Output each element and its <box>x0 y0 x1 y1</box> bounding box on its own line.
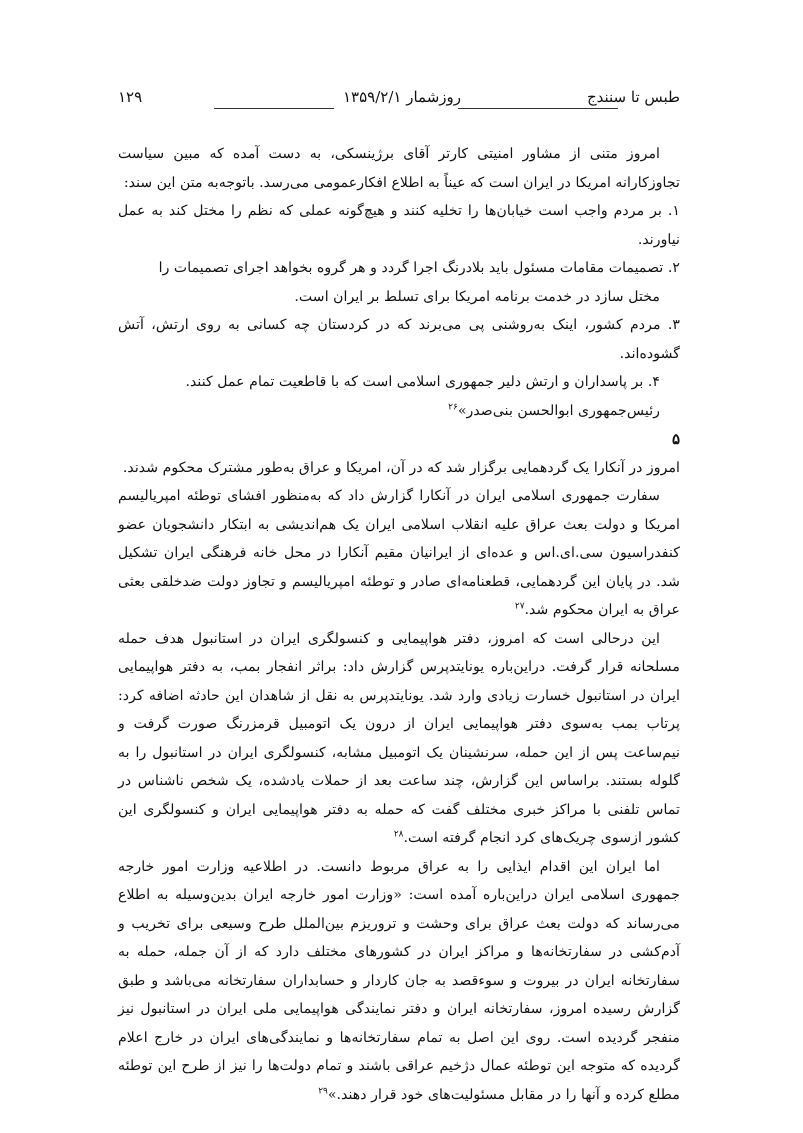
paragraph: امروز متنی از مشاور امنیتی کارتر آقای برژینسکی، به دست آمده که مبین سیاست تجاوزکارانه امریکا در ایران است که عیناً به اطلاع افکارعمومی می‌رسد. باتوجه‌به متن این سند: <box>118 146 680 191</box>
list-item: ۲. تصمیمات مقامات مسئول باید بلادرنگ اجرا گردد و هر گروه بخواهد اجرای تصمیمات را <box>158 260 680 276</box>
page-body <box>118 140 680 1109</box>
paragraph <box>118 482 680 625</box>
paragraph: امروز در آنکارا یک گردهمایی برگزار شد که در آن، امریکا و عراق به‌طور مشترک محکوم شدند. <box>122 459 680 476</box>
paragraph-text: اما ایران این اقدام ایذایی را به عراق مربوط دانست. در اطلاعیه وزارت امور خارجه جمهوری اسلامی ایران دراین‌باره آمده است: «وزارت امور خارجه ایران بدین‌وسیله به اطلاع می‌رساند که دولت بعث عراق برای وحشت و تروریزم بین‌الملل طرح وسیعی برای تخریب و آدم‌کشی در سفارتخانه‌ها و مراکز ایران در کشورهای مختلف دارد که از آن جمله، حمله به سفارتخانه ایران در بیروت و سوءقصد به جان کاردار و حسابداران سفارتخانه می‌باشد و طبق گزارش رسیده امروز، سفارتخانه ایران و دفتر نمایندگی هواپیمایی ملی ایران در استانبول نیز منفجر گردیده است. روی این اصل به تمام سفارتخانه‌ها و نمایندگی‌های ایران در خارج اعلام گردیده که متوجه این توطئه عمال دژخیم عراقی باشند و تمام دولت‌ها را نیز از طرح این توطئه مطلع کرده و آنها را در مقابل مسئولیت‌های خود قرار دهند.» <box>118 858 680 1103</box>
header-rule <box>214 108 334 109</box>
running-title: روزشمار ۱۳۵۹/۲/۱ <box>343 88 462 106</box>
paragraph-text: سفارت جمهوری اسلامی ایران در آنکارا گزارش داد که به‌منظور افشای توطئه امپریالیسم امریکا و دولت بعث عراق علیه انقلاب اسلامی ایران یک هم‌اندیشی به ابتکار دانشجویان عضو کنفدراسیون سی.ای.اس و عده‌ای از ایرانیان مقیم آنکارا در محل خانه فرهنگی ایران تشکیل شد. در پایان این گردهمایی، قطعنامه‌ای صادر و توطئه امپریالیسم و تجاوز دولت ضدخلقی بعثی عراق به ایران محکوم شد. <box>118 488 680 618</box>
list-item: ۴. بر پاسداران و ارتش دلیر جمهوری اسلامی است که با قاطعیت تمام عمل کنند. <box>185 374 660 390</box>
section-number: ۵ <box>671 430 680 448</box>
page-number: ۱۲۹ <box>118 88 143 106</box>
chapter-title: طبس تا سنندج <box>586 88 680 106</box>
footnote-ref: ۲۸ <box>393 829 404 840</box>
header-rule <box>458 108 618 109</box>
footnote-ref: ۲۶ <box>448 401 458 412</box>
paragraph <box>118 853 680 1110</box>
signature-line <box>118 397 680 426</box>
list-item: ۱. بر مردم واجب است خیابان‌ها را تخلیه کنند و هیچ‌گونه عملی که نظم را مختل کند به عمل نیاورند. <box>118 203 680 248</box>
signature: رئیس‌جمهوری ابوالحسن بنی‌صدر» <box>457 402 660 419</box>
footnote-ref: ۲۹ <box>318 1085 328 1096</box>
footnote-ref: ۲۷ <box>514 601 525 612</box>
list-item: ۳. مردم کشور، اینک به‌روشنی پی می‌برند که در کردستان چه کسانی به روی ارتش، آتش گشوده‌اند. <box>118 317 680 362</box>
paragraph <box>118 625 680 853</box>
paragraph-text: این درحالی است که امروز، دفتر هواپیمایی و کنسولگری ایران در استانبول هدف حمله مسلحانه قرار گرفت. دراین‌باره یونایتدپرس گزارش داد: براثر انفجار بمب، به دفتر هواپیمایی ایران در استانبول خسارت زیادی وارد شد. یونایتدپرس به نقل از شاهدان این حادثه اضافه کرد: پرتاب بمب به‌سوی دفتر هواپیمایی ایران از درون یک اتومبیل قرمزرنگ صورت گرفت و نیم‌ساعت پس از این حمله، سرنشینان یک اتومبیل مشابه، کنسولگری ایران در استانبول را به گلوله بستند. براساس این گزارش، چند ساعت بعد از حملات یادشده، یک شخص ناشناس در تماس تلفنی با مراکز خبری مختلف گفت که حمله به دفتر هواپیمایی ایران و کنسولگری این کشور ازسوی چریک‌های کرد انجام گرفته است. <box>118 630 680 846</box>
list-item-continuation: مختل سازد در خدمت برنامه امریکا برای تسلط بر ایران است. <box>294 288 660 305</box>
running-header <box>118 88 680 118</box>
